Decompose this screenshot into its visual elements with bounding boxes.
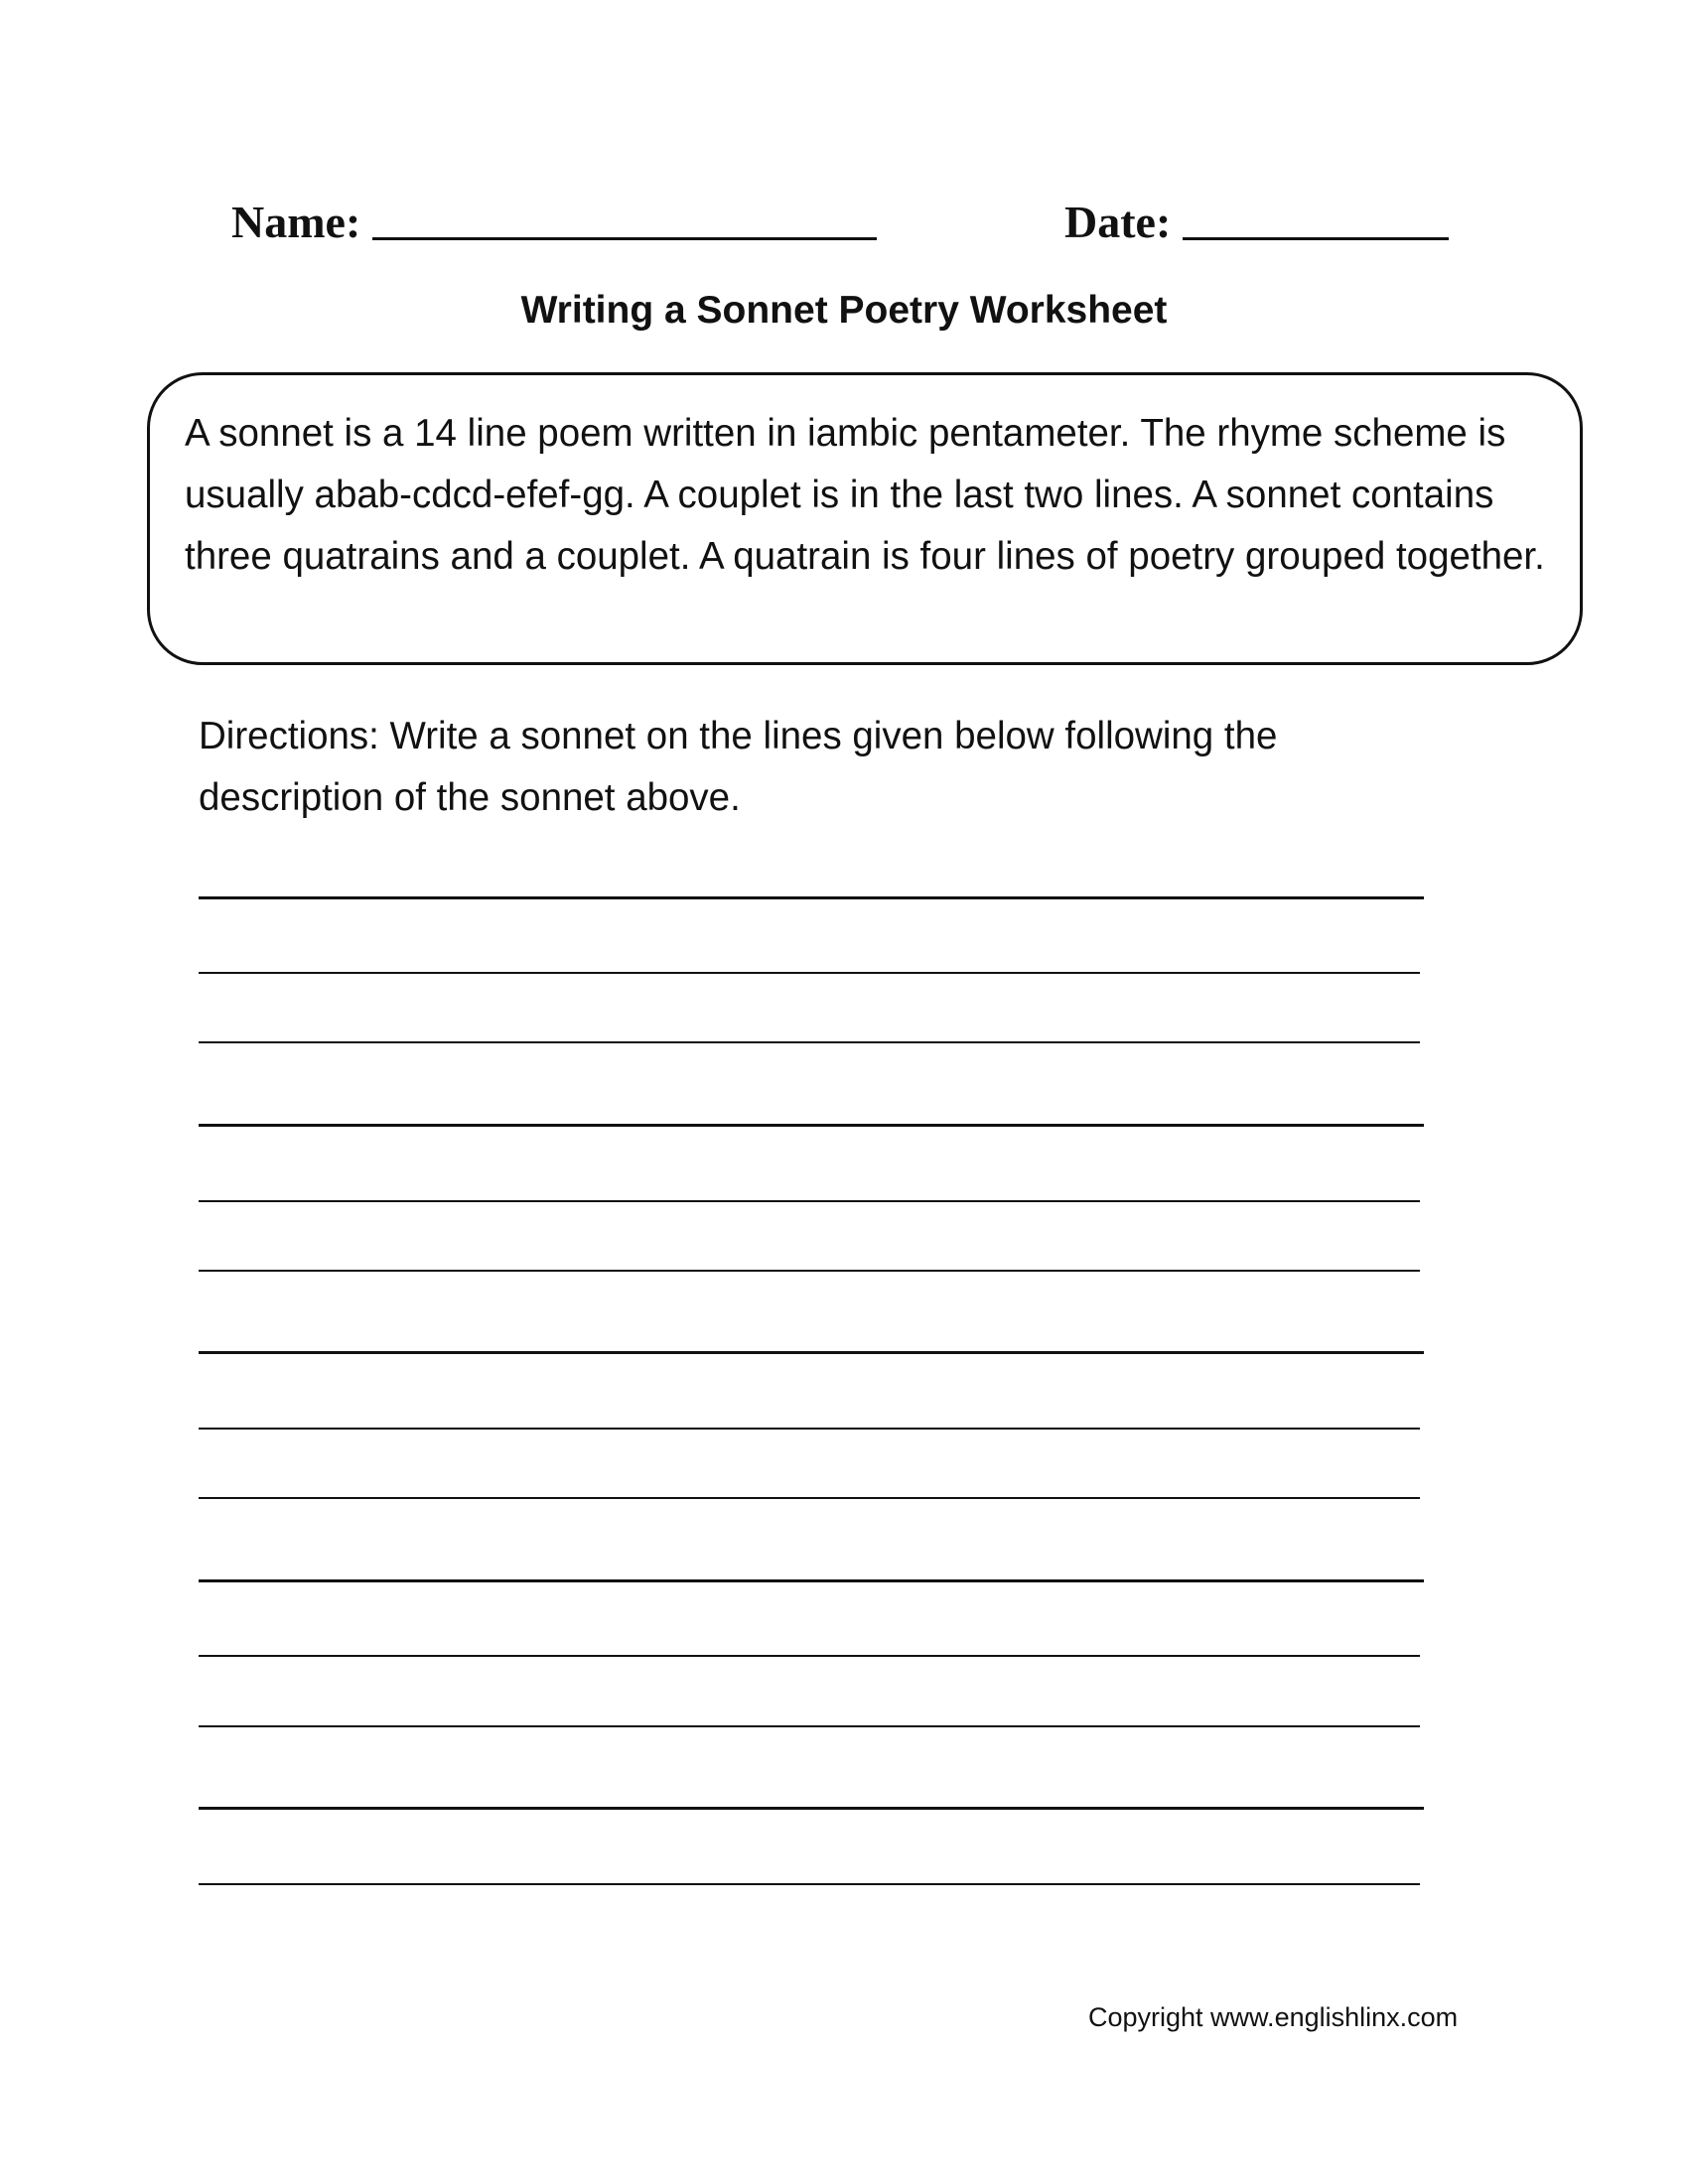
copyright-footer: Copyright www.englishlinx.com [1088, 2002, 1459, 2032]
writing-line[interactable] [199, 1807, 1424, 1810]
writing-line[interactable] [199, 1124, 1424, 1127]
writing-line[interactable] [199, 1655, 1420, 1657]
writing-line[interactable] [199, 1428, 1420, 1430]
writing-line[interactable] [199, 896, 1424, 899]
date-field[interactable] [1064, 195, 1449, 250]
header-row [0, 195, 1688, 258]
name-field[interactable] [231, 195, 877, 250]
writing-line[interactable] [199, 972, 1420, 974]
worksheet-title: Writing a Sonnet Poetry Worksheet [520, 289, 1168, 332]
writing-line[interactable] [199, 1725, 1420, 1727]
writing-line[interactable] [199, 1041, 1420, 1043]
writing-line[interactable] [199, 1497, 1420, 1499]
writing-line[interactable] [199, 1200, 1420, 1202]
name-blank-line[interactable] [372, 237, 877, 240]
date-label: Date: [1064, 197, 1172, 247]
writing-line[interactable] [199, 1351, 1424, 1354]
name-label: Name: [231, 197, 361, 247]
writing-line[interactable] [199, 1883, 1420, 1885]
sonnet-definition-text: A sonnet is a 14 line poem written in iambic pentameter. The rhyme scheme is usually abab-cdcd-efef-gg. A couplet is in the last two lines. A sonnet contains three quatrains and a couplet. A quatrain is four lines of poetry grouped together. [185, 412, 1545, 578]
date-blank-line[interactable] [1183, 237, 1449, 240]
writing-line[interactable] [199, 1270, 1420, 1272]
directions-text: Directions: Write a sonnet on the lines given below following the description of the sonnet above. [199, 715, 1278, 819]
sonnet-definition-box [147, 372, 1583, 665]
writing-line[interactable] [199, 1579, 1424, 1582]
